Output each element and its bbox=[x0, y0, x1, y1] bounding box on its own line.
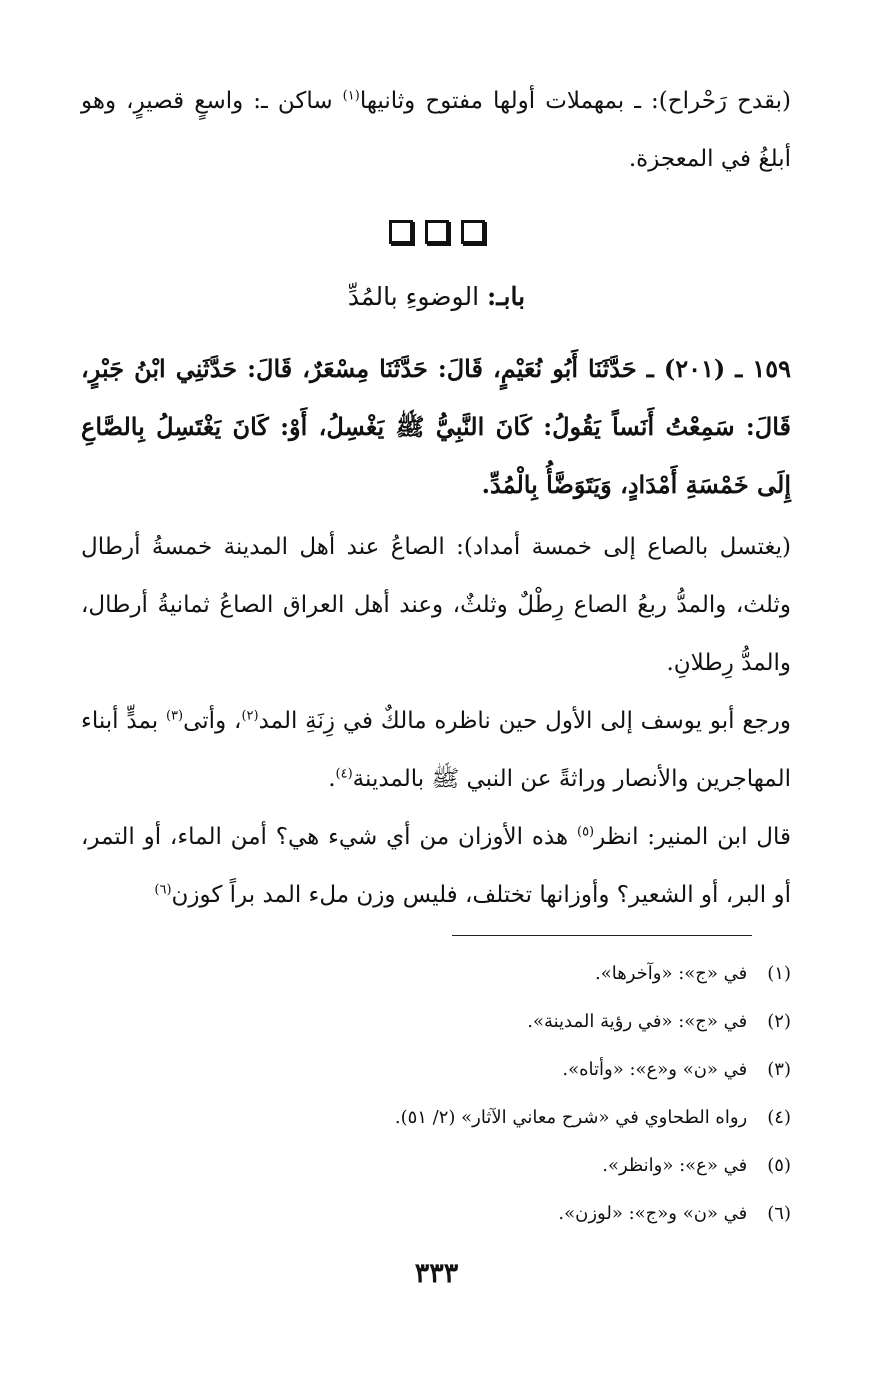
footnote-item bbox=[81, 998, 791, 1046]
commentary-text: هذه الأوزان من أي شيء هي؟ أمن الماء، أو التمر، أو البر، أو الشعير؟ وأوزانها تختلف، فليس وزن ملء المد براً كوزن bbox=[81, 824, 791, 908]
footnote-number: (٢) bbox=[767, 1011, 791, 1032]
footnote-ref-6: (٦) bbox=[154, 882, 172, 898]
footnote-text: في «ن» و«ج»: «لوزن». bbox=[558, 1203, 748, 1224]
footnote-item bbox=[81, 1142, 791, 1190]
ornament-square-icon bbox=[389, 220, 413, 244]
chapter-heading bbox=[0, 272, 873, 322]
footnote-text: في «ج»: «وآخرها». bbox=[595, 963, 748, 984]
commentary-text: ورجع أبو يوسف إلى الأول حين ناظره مالكٌ في زِنَةِ المد bbox=[258, 708, 792, 734]
commentary-text: بمدٍّ أبناء المهاجرين والأنصار وراثةً عن النبي ﷺ بالمدينة bbox=[81, 708, 791, 792]
commentary-paragraph-2 bbox=[81, 692, 791, 808]
intro-text-end: ساكن ـ: واسعٍ قصيرٍ، وهو أبلغُ في المعجزة. bbox=[81, 88, 791, 172]
footnote-text: في «ع»: «وانظر». bbox=[602, 1155, 748, 1176]
intro-paragraph bbox=[81, 72, 791, 188]
commentary-text: قال ابن المنير: انظر bbox=[594, 824, 792, 850]
intro-text: (بقدح رَحْراح): ـ بمهملات أولها مفتوح وثانيها bbox=[359, 88, 792, 114]
ornament-square-icon bbox=[461, 220, 485, 244]
chapter-title: الوضوءِ بالمُدِّ bbox=[347, 282, 480, 311]
commentary-text: ، وأتى bbox=[183, 708, 242, 734]
commentary-paragraph-1: (يغتسل بالصاع إلى خمسة أمداد): الصاعُ عند أهل المدينة خمسةُ أرطال وثلث، والمدُّ ربعُ الصاع رِطْلٌ وثلثٌ، وعند أهل العراق الصاعُ ثمانيةُ أرطال، والمدُّ رِطلانِ. bbox=[81, 534, 791, 676]
footnote-ref-3: (٣) bbox=[165, 708, 184, 724]
ornament-square-icon bbox=[425, 220, 449, 244]
chapter-label: بابـ: bbox=[486, 282, 526, 311]
footnote-divider bbox=[452, 935, 752, 936]
footnote-number: (١) bbox=[767, 963, 791, 984]
footnote-item bbox=[81, 950, 791, 998]
footnote-ref-4: (٤) bbox=[335, 766, 353, 782]
footnote-number: (٥) bbox=[767, 1155, 791, 1176]
page-number: ٣٣٣ bbox=[414, 1258, 459, 1289]
commentary-text: . bbox=[328, 766, 336, 792]
footnote-text: في «ن» و«ع»: «وأتاه». bbox=[562, 1059, 748, 1080]
commentary-paragraph-3 bbox=[81, 808, 791, 924]
footnote-ref-5: (٥) bbox=[576, 824, 595, 840]
footnotes-list bbox=[81, 950, 791, 1238]
footnote-text: رواه الطحاوي في «شرح معاني الآثار» (٢/ ٥١). bbox=[394, 1107, 748, 1128]
footnote-number: (٣) bbox=[767, 1059, 791, 1080]
footnote-text: في «ج»: «في رؤية المدينة». bbox=[527, 1011, 748, 1032]
footnote-item bbox=[81, 1094, 791, 1142]
footnote-number: (٦) bbox=[767, 1203, 791, 1224]
footnote-number: (٤) bbox=[767, 1107, 791, 1128]
footnote-item bbox=[81, 1190, 791, 1238]
footnote-item bbox=[81, 1046, 791, 1094]
section-separator-ornament bbox=[0, 220, 873, 244]
footnote-ref-2: (٢) bbox=[241, 708, 259, 724]
footnote-ref-1: (١) bbox=[342, 88, 360, 104]
hadith-text: ١٥٩ ـ (٢٠١) ـ حَدَّثَنَا أَبُو نُعَيْمٍ، قَالَ: حَدَّثَنَا مِسْعَرٌ، قَالَ: حَدَّثَنِي ابْنُ جَبْرٍ، قَالَ: سَمِعْتُ أَنَساً يَقُولُ: كَانَ النَّبِيُّ ﷺ يَغْسِلُ، أَوْ: كَانَ يَغْتَسِلُ بِالصَّاعِ إِلَى خَمْسَةِ أَمْدَادٍ، وَيَتَوَضَّأُ بِالْمُدِّ. bbox=[81, 354, 791, 499]
